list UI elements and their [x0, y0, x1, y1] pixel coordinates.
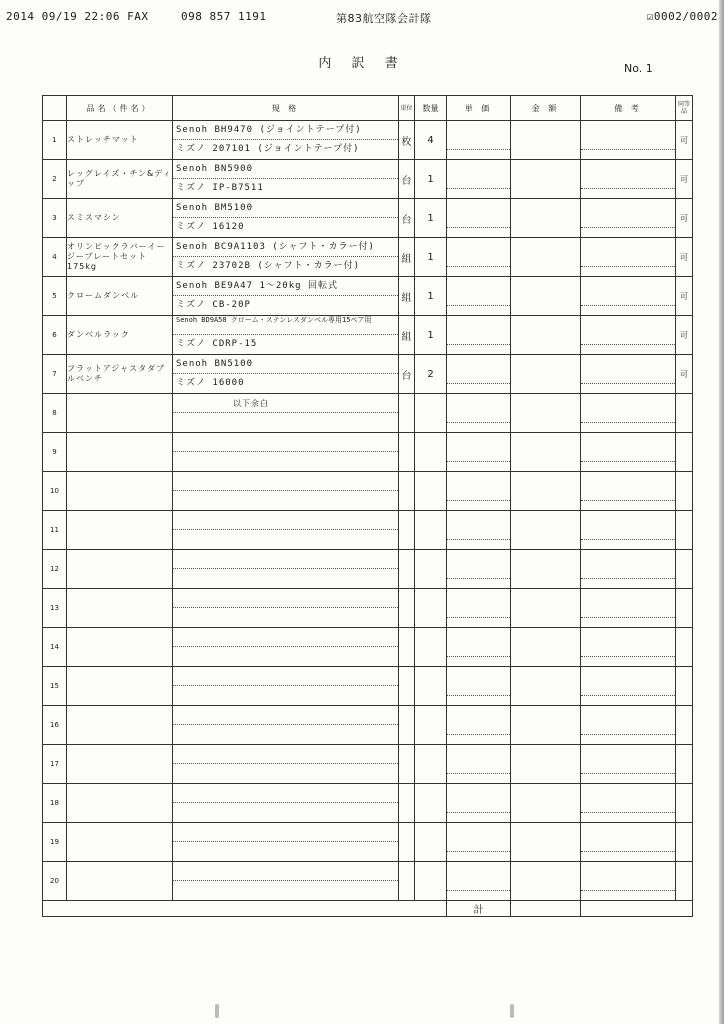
unit-price: [447, 121, 511, 160]
equivalent-flag: 可: [676, 316, 693, 355]
table-row: [43, 706, 693, 745]
table-row: [43, 433, 693, 472]
remarks: [581, 862, 676, 901]
spec-cell: [173, 784, 399, 823]
header-item-name: 品名（件名）: [67, 96, 173, 121]
item-name: [67, 433, 173, 472]
remarks: [581, 511, 676, 550]
spec-cell: [173, 277, 399, 316]
quantity: [415, 862, 447, 901]
document-title: 内 訳 書: [318, 56, 406, 71]
unit: [399, 823, 415, 862]
unit-price: [447, 589, 511, 628]
spec-line-1: 以下余白: [173, 394, 398, 413]
fax-sender: 第83航空隊会計隊: [336, 12, 432, 25]
spec-line-2: [173, 530, 398, 549]
row-number: 18: [43, 784, 67, 823]
quantity: [415, 394, 447, 433]
row-number: 9: [43, 433, 67, 472]
spec-line-1: Senoh BH9470 (ジョイントテープ付): [173, 121, 398, 140]
unit: [399, 628, 415, 667]
unit-price: [447, 199, 511, 238]
row-number: 16: [43, 706, 67, 745]
table-row: [43, 316, 693, 355]
item-name: クロームダンベル: [67, 277, 173, 316]
remarks: [581, 355, 676, 394]
amount: [511, 511, 581, 550]
item-name: [67, 823, 173, 862]
item-name: レッグレイズ・チン&ディップ: [67, 160, 173, 199]
remarks: [581, 121, 676, 160]
quantity: [415, 511, 447, 550]
amount: [511, 628, 581, 667]
item-name: オリンピックラバーイージープレートセット 175kg: [67, 238, 173, 277]
unit-price: [447, 823, 511, 862]
equivalent-flag: 可: [676, 199, 693, 238]
equivalent-flag: 可: [676, 355, 693, 394]
spec-line-2: [173, 842, 398, 861]
spec-line-2: ミズノ 16120: [176, 222, 245, 232]
document-number: No. 1: [624, 62, 653, 75]
equivalent-flag: [676, 433, 693, 472]
spec-cell: [173, 394, 399, 433]
unit-price: [447, 706, 511, 745]
unit-price: [447, 550, 511, 589]
unit: [399, 472, 415, 511]
equivalent-flag: [676, 628, 693, 667]
spec-cell: [173, 238, 399, 277]
fax-page-counter: ☑0002/0002: [646, 10, 718, 23]
spec-line-2: ミズノ CB-20P: [176, 300, 251, 310]
table-row: [43, 277, 693, 316]
total-amount: [511, 901, 581, 917]
amount: [511, 394, 581, 433]
table-row: [43, 628, 693, 667]
item-name: ダンベルラック: [67, 316, 173, 355]
header-remarks: 備 考: [581, 96, 676, 121]
table-row: [43, 823, 693, 862]
unit: 台: [399, 199, 415, 238]
row-number: 6: [43, 316, 67, 355]
remarks: [581, 199, 676, 238]
table-row: [43, 472, 693, 511]
equivalent-flag: [676, 511, 693, 550]
fax-header: [6, 10, 718, 26]
equivalent-flag: 可: [676, 277, 693, 316]
amount: [511, 238, 581, 277]
spec-line-2: ミズノ 23702B (シャフト・カラー付): [176, 261, 361, 271]
unit: [399, 784, 415, 823]
unit: 台: [399, 355, 415, 394]
unit: [399, 589, 415, 628]
quantity: [415, 550, 447, 589]
spec-cell: [173, 511, 399, 550]
quantity: [415, 667, 447, 706]
spec-line-1: Senoh BE9A47 1〜20kg 回転式: [173, 277, 398, 296]
spec-line-2: [173, 803, 398, 822]
remarks: [581, 784, 676, 823]
unit-price: [447, 667, 511, 706]
remarks: [581, 394, 676, 433]
equivalent-flag: [676, 394, 693, 433]
spec-line-1: [173, 862, 398, 881]
unit-price: [447, 433, 511, 472]
unit-price: [447, 394, 511, 433]
row-number: 5: [43, 277, 67, 316]
spec-line-2: ミズノ 16000: [176, 378, 245, 388]
table-row: [43, 745, 693, 784]
remarks: [581, 823, 676, 862]
unit: [399, 667, 415, 706]
remarks: [581, 550, 676, 589]
spec-line-1: [173, 550, 398, 569]
amount: [511, 589, 581, 628]
spec-line-2: [173, 764, 398, 783]
table-row: [43, 589, 693, 628]
item-name: [67, 472, 173, 511]
quantity: 2: [415, 355, 447, 394]
table-row: [43, 160, 693, 199]
remarks: [581, 433, 676, 472]
table-row: [43, 511, 693, 550]
spec-line-1: Senoh BN5900: [173, 160, 398, 179]
row-number: 3: [43, 199, 67, 238]
table-row: [43, 550, 693, 589]
item-name: [67, 745, 173, 784]
fax-number: 098 857 1191: [181, 10, 267, 23]
item-name: [67, 784, 173, 823]
header-unit: 単位: [399, 96, 415, 121]
row-number: 1: [43, 121, 67, 160]
remarks: [581, 667, 676, 706]
unit: 台: [399, 160, 415, 199]
spec-line-1: [173, 823, 398, 842]
remarks: [581, 706, 676, 745]
quantity: 1: [415, 238, 447, 277]
item-name: [67, 862, 173, 901]
unit: 組: [399, 316, 415, 355]
remarks: [581, 589, 676, 628]
row-number: 2: [43, 160, 67, 199]
total-row: [43, 901, 693, 917]
spec-line-1: Senoh BM5100: [173, 199, 398, 218]
spec-line-1: [173, 472, 398, 491]
quantity: [415, 706, 447, 745]
row-number: 10: [43, 472, 67, 511]
amount: [511, 823, 581, 862]
row-number: 11: [43, 511, 67, 550]
spec-line-1: [173, 784, 398, 803]
remarks: [581, 628, 676, 667]
spec-line-1: [173, 433, 398, 452]
item-name: [67, 628, 173, 667]
amount: [511, 316, 581, 355]
unit: [399, 394, 415, 433]
spec-line-1: Senoh BC9A1103 (シャフト・カラー付): [173, 238, 398, 257]
equivalent-flag: 可: [676, 238, 693, 277]
amount: [511, 550, 581, 589]
spec-line-1: [173, 589, 398, 608]
row-number: 15: [43, 667, 67, 706]
remarks: [581, 277, 676, 316]
unit: [399, 433, 415, 472]
item-name: [67, 706, 173, 745]
spec-line-2: [173, 452, 398, 471]
equivalent-flag: [676, 862, 693, 901]
amount: [511, 667, 581, 706]
spec-cell: [173, 433, 399, 472]
table-row: [43, 355, 693, 394]
spec-line-2: [173, 569, 398, 588]
equivalent-flag: 可: [676, 160, 693, 199]
spec-line-1: Senoh BD9A58 クローム・ステンレスダンベル専用15ペア用: [173, 316, 398, 335]
spec-line-2: ミズノ 207101 (ジョイントテープ付): [176, 144, 360, 154]
spec-line-2: [173, 647, 398, 666]
spec-cell: [173, 667, 399, 706]
equivalent-flag: [676, 823, 693, 862]
item-name: [67, 589, 173, 628]
unit-price: [447, 316, 511, 355]
amount: [511, 121, 581, 160]
unit: 組: [399, 238, 415, 277]
unit: [399, 862, 415, 901]
spec-cell: [173, 199, 399, 238]
spec-cell: [173, 706, 399, 745]
unit-price: [447, 784, 511, 823]
unit-price: [447, 628, 511, 667]
unit: [399, 511, 415, 550]
row-number: 14: [43, 628, 67, 667]
amount: [511, 160, 581, 199]
header-qty: 数量: [415, 96, 447, 121]
remarks: [581, 238, 676, 277]
unit-price: [447, 745, 511, 784]
unit: [399, 550, 415, 589]
row-number: 7: [43, 355, 67, 394]
spec-line-2: [173, 491, 398, 510]
unit: 枚: [399, 121, 415, 160]
spec-cell: [173, 628, 399, 667]
punch-mark: [510, 1004, 514, 1018]
spec-line-2: ミズノ CDRP-15: [176, 339, 258, 349]
quantity: [415, 589, 447, 628]
unit-price: [447, 862, 511, 901]
item-name: [67, 667, 173, 706]
equivalent-flag: [676, 550, 693, 589]
header-amount: 金 額: [511, 96, 581, 121]
unit-price: [447, 511, 511, 550]
item-name: フラットアジャスタダブルベンチ: [67, 355, 173, 394]
spec-line-1: [173, 745, 398, 764]
header-spec: 規 格: [173, 96, 399, 121]
header-unit-price: 単 価: [447, 96, 511, 121]
quantity: [415, 433, 447, 472]
spec-line-1: [173, 628, 398, 647]
table-row: [43, 394, 693, 433]
table-row: [43, 862, 693, 901]
unit-price: [447, 277, 511, 316]
spec-cell: [173, 472, 399, 511]
quantity: [415, 628, 447, 667]
amount: [511, 433, 581, 472]
remarks: [581, 160, 676, 199]
item-name: スミスマシン: [67, 199, 173, 238]
unit-price: [447, 472, 511, 511]
quantity: 1: [415, 199, 447, 238]
spec-line-2: [173, 686, 398, 705]
unit-price: [447, 160, 511, 199]
equivalent-flag: [676, 706, 693, 745]
item-name: [67, 511, 173, 550]
equivalent-flag: [676, 589, 693, 628]
spec-line-2: [173, 725, 398, 744]
item-name: [67, 550, 173, 589]
item-name: ストレッチマット: [67, 121, 173, 160]
row-number: 12: [43, 550, 67, 589]
spec-line-2: [173, 608, 398, 627]
header-equivalent-flag: 同等品: [676, 96, 693, 121]
unit: [399, 745, 415, 784]
table-row: [43, 199, 693, 238]
amount: [511, 745, 581, 784]
equivalent-flag: [676, 667, 693, 706]
spec-cell: [173, 121, 399, 160]
table-row: [43, 784, 693, 823]
quantity: [415, 745, 447, 784]
remarks: [581, 472, 676, 511]
spec-cell: [173, 355, 399, 394]
spec-cell: [173, 745, 399, 784]
quantity: [415, 472, 447, 511]
row-number: 17: [43, 745, 67, 784]
amount: [511, 199, 581, 238]
amount: [511, 472, 581, 511]
scan-edge: [719, 0, 724, 1024]
item-name: [67, 394, 173, 433]
table-row: [43, 238, 693, 277]
unit-price: [447, 238, 511, 277]
amount: [511, 706, 581, 745]
fax-timestamp: 2014 09/19 22:06 FAX: [6, 10, 149, 23]
table-row: [43, 667, 693, 706]
equivalent-flag: [676, 472, 693, 511]
total-label: 計: [447, 901, 511, 917]
unit-price: [447, 355, 511, 394]
remarks: [581, 745, 676, 784]
punch-mark: [215, 1004, 219, 1018]
spec-line-1: [173, 511, 398, 530]
unit: 組: [399, 277, 415, 316]
amount: [511, 355, 581, 394]
quantity: [415, 784, 447, 823]
spec-cell: [173, 589, 399, 628]
spec-line-2: [173, 413, 398, 432]
table-row: [43, 121, 693, 160]
spec-cell: [173, 550, 399, 589]
row-number: 4: [43, 238, 67, 277]
quantity: 1: [415, 277, 447, 316]
remarks: [581, 316, 676, 355]
amount: [511, 784, 581, 823]
spec-line-2: [173, 881, 398, 900]
amount: [511, 277, 581, 316]
spec-cell: [173, 823, 399, 862]
quantity: 1: [415, 160, 447, 199]
header-no: [43, 96, 67, 121]
row-number: 20: [43, 862, 67, 901]
spec-cell: [173, 316, 399, 355]
amount: [511, 862, 581, 901]
quantity: [415, 823, 447, 862]
spec-line-2: ミズノ IP-B7511: [176, 183, 264, 193]
spec-cell: [173, 862, 399, 901]
equivalent-flag: 可: [676, 121, 693, 160]
row-number: 8: [43, 394, 67, 433]
row-number: 13: [43, 589, 67, 628]
breakdown-table: [42, 95, 693, 917]
table-header-row: [43, 96, 693, 121]
unit: [399, 706, 415, 745]
row-number: 19: [43, 823, 67, 862]
spec-line-1: [173, 706, 398, 725]
quantity: 4: [415, 121, 447, 160]
spec-line-1: Senoh BN5100: [173, 355, 398, 374]
spec-cell: [173, 160, 399, 199]
quantity: 1: [415, 316, 447, 355]
spec-line-1: [173, 667, 398, 686]
equivalent-flag: [676, 745, 693, 784]
equivalent-flag: [676, 784, 693, 823]
